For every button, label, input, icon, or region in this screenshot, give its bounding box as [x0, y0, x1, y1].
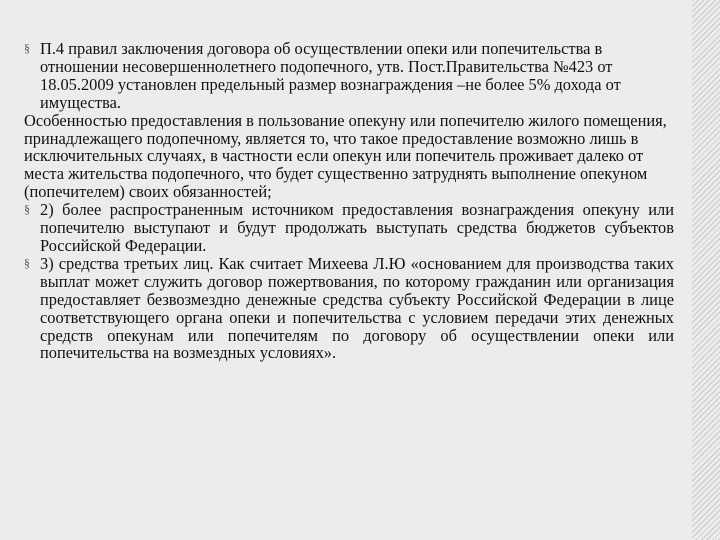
decorative-hatch-stripe — [692, 0, 720, 540]
bullet-marker-icon: § — [24, 41, 30, 55]
paragraph-text: Особенностью предоставления в пользование опекуну или попечителю жилого помещения, принадлежащего подопечному, является то, что такое предоставление возможно лишь в исключительных случаях, в частности если опекун или попечитель проживает далеко от места жительства подопечного, что будет существенно затруднять выполнение опекуном (попечителем) своих обязанностей; — [24, 110, 667, 202]
bullet-marker-icon: § — [24, 202, 30, 217]
bullet-item-1 — [24, 40, 674, 112]
bullet-marker-icon: § — [24, 255, 30, 270]
bullet-item-text: 2) более распространенным источником предоставления вознаграждения опекуну или попечителю выступают и будут продолжать выступать средства бюджетов субъектов Российской Федерации. — [40, 200, 674, 255]
bullet-item-text: П.4 правил заключения договора об осуществлении опеки или попечительства в отношении несовершеннолетнего подопечного, утв. Пост.Правительства №423 от 18.05.2009 установлен предельный размер вознаграждения –не более 5% дохода от имущества. — [40, 39, 621, 112]
bullet-item-2 — [24, 201, 674, 255]
slide-body — [24, 40, 674, 362]
bullet-item-3 — [24, 255, 674, 362]
bullet-item-text: 3) средства третьих лиц. Как считает Михеева Л.Ю «основанием для производства таких выплат может служить договор пожертвования, по которому гражданин или организация предоставляет безвозмездно денежные средства субъекту Российской Федерации в лице соответствующего органа опеки и попечительства с условием передачи этих денежных средств опекунам или попечителям по договору об осуществлении опеки или попечительства на возмездных условиях». — [40, 253, 674, 363]
